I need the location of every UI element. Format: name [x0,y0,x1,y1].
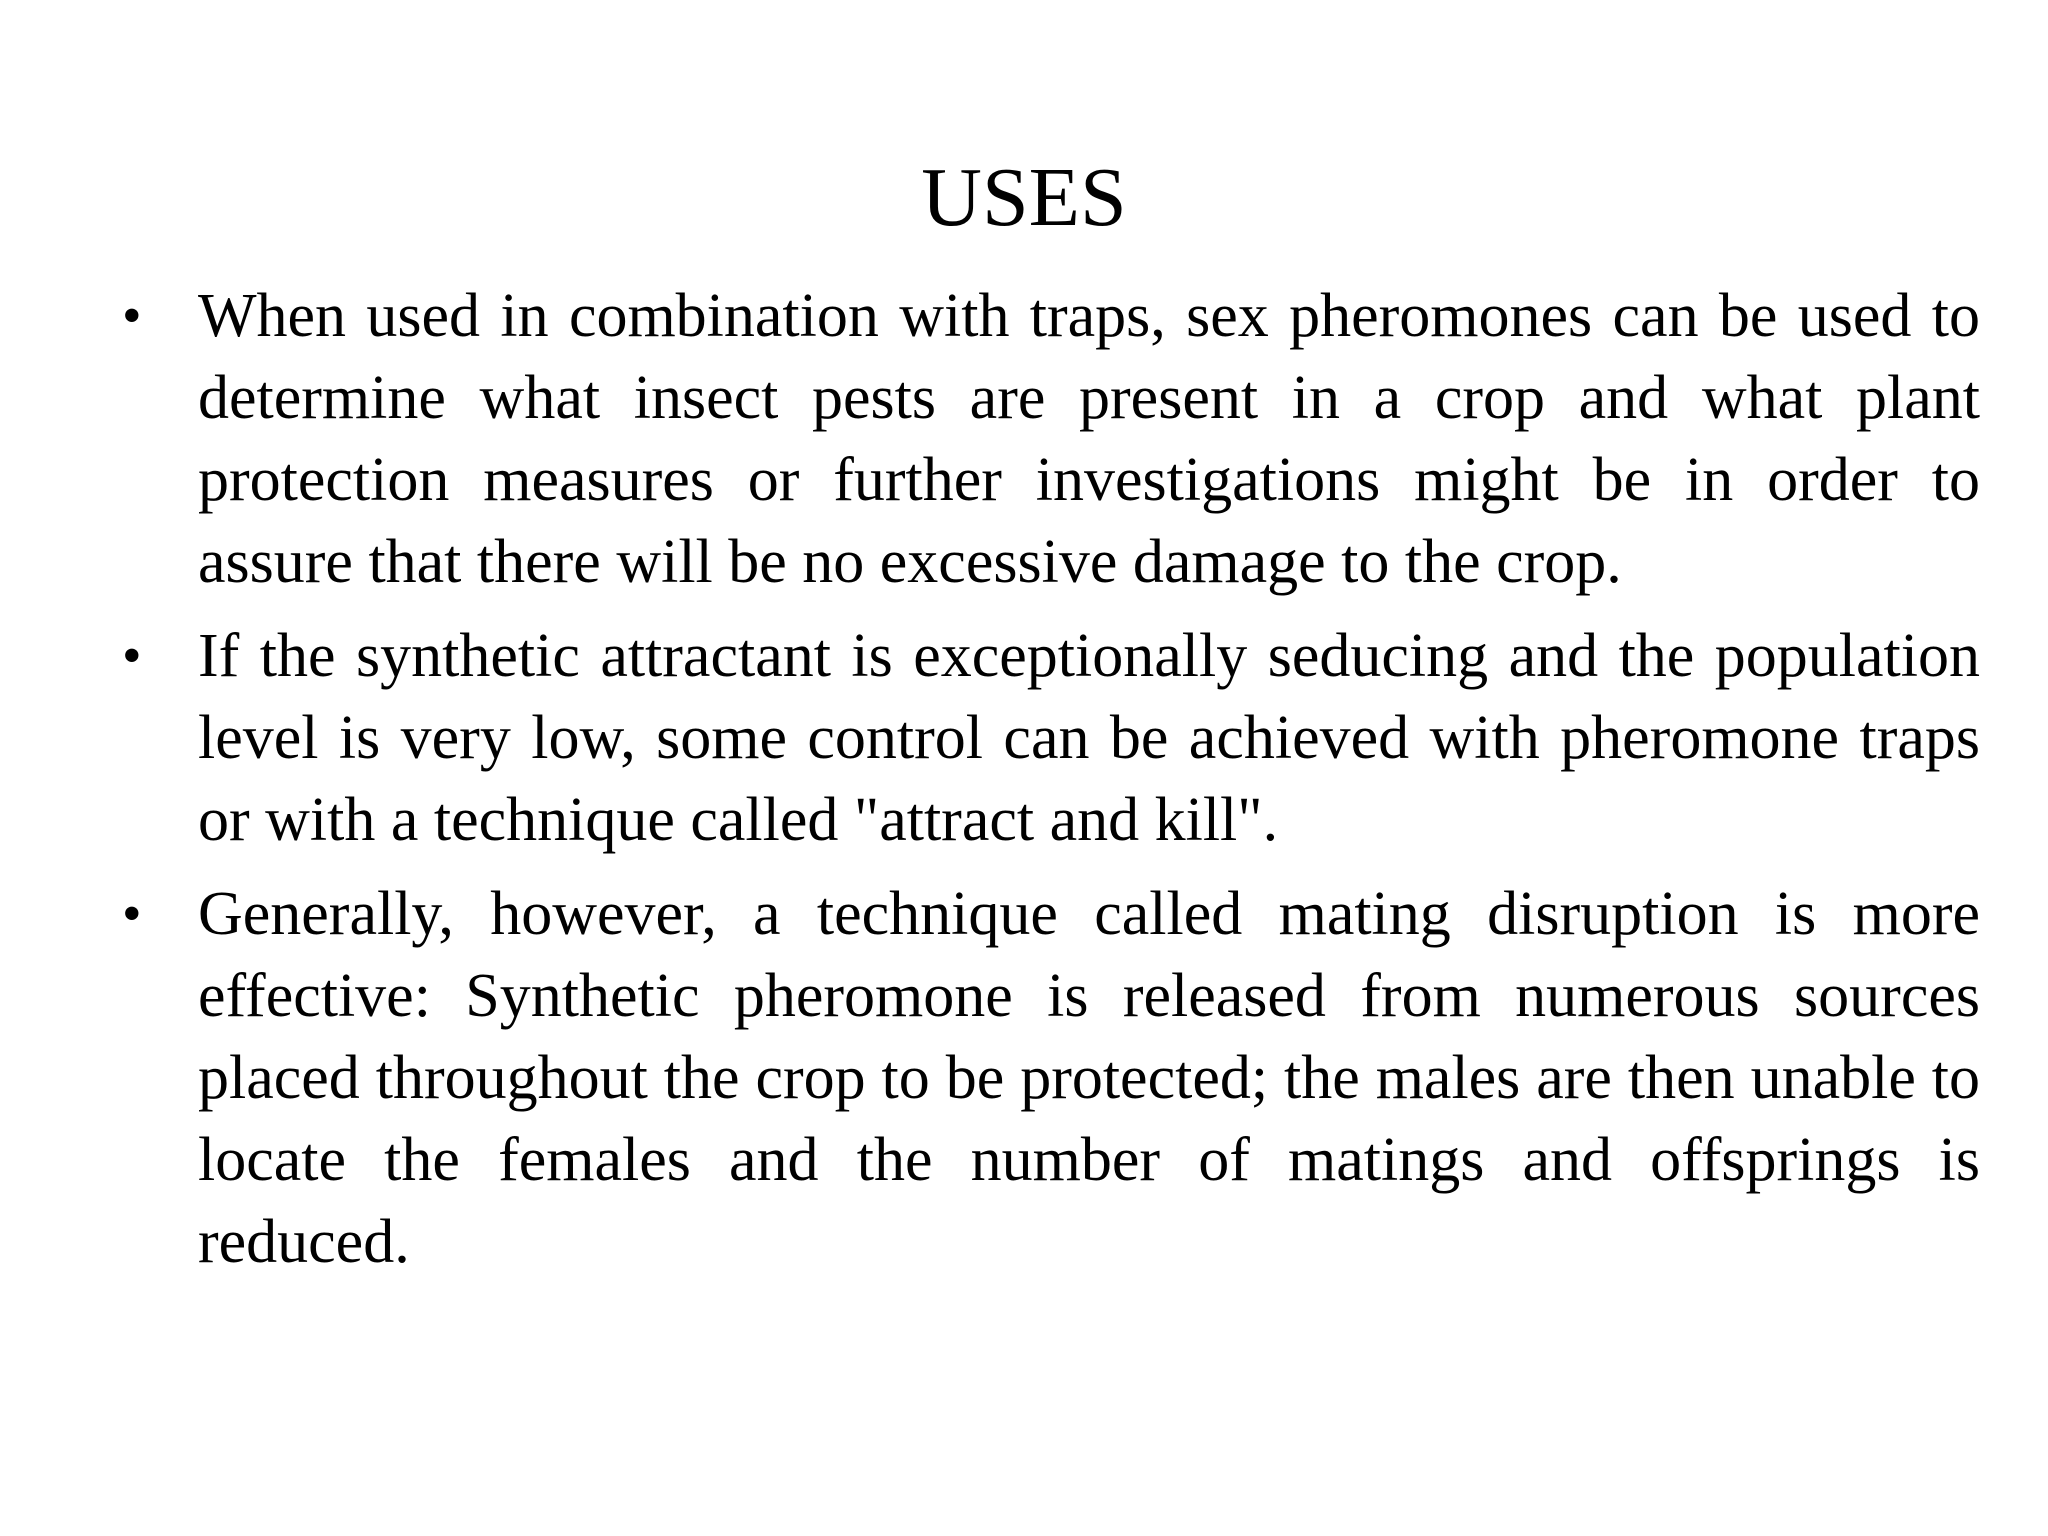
bullet-text: When used in combination with traps, sex pheromones can be used to determine what insect pests are present in a crop and what plant protection measures or further investigations might be in order to assure that there will be no excessive damage to the crop. [198,282,1980,596]
bullet-item [118,275,1980,603]
bullet-text: If the synthetic attractant is exceptionally seducing and the population level is very low, some control can be achieved with pheromone traps or with a technique called "attract and kill". [198,622,1980,854]
bullet-list [118,275,1980,1295]
slide-title: USES [921,151,1127,244]
bullet-text: Generally, however, a technique called mating disruption is more effective: Synthetic pheromone is released from numerous sources placed throughout the crop to be protected; the males are then unable to locate the females and the number of matings and offsprings is reduced. [198,880,1980,1276]
bullet-icon: • [122,883,142,945]
bullet-icon: • [122,625,142,687]
bullet-item [118,615,1980,861]
bullet-icon: • [122,285,142,347]
bullet-item [118,873,1980,1283]
